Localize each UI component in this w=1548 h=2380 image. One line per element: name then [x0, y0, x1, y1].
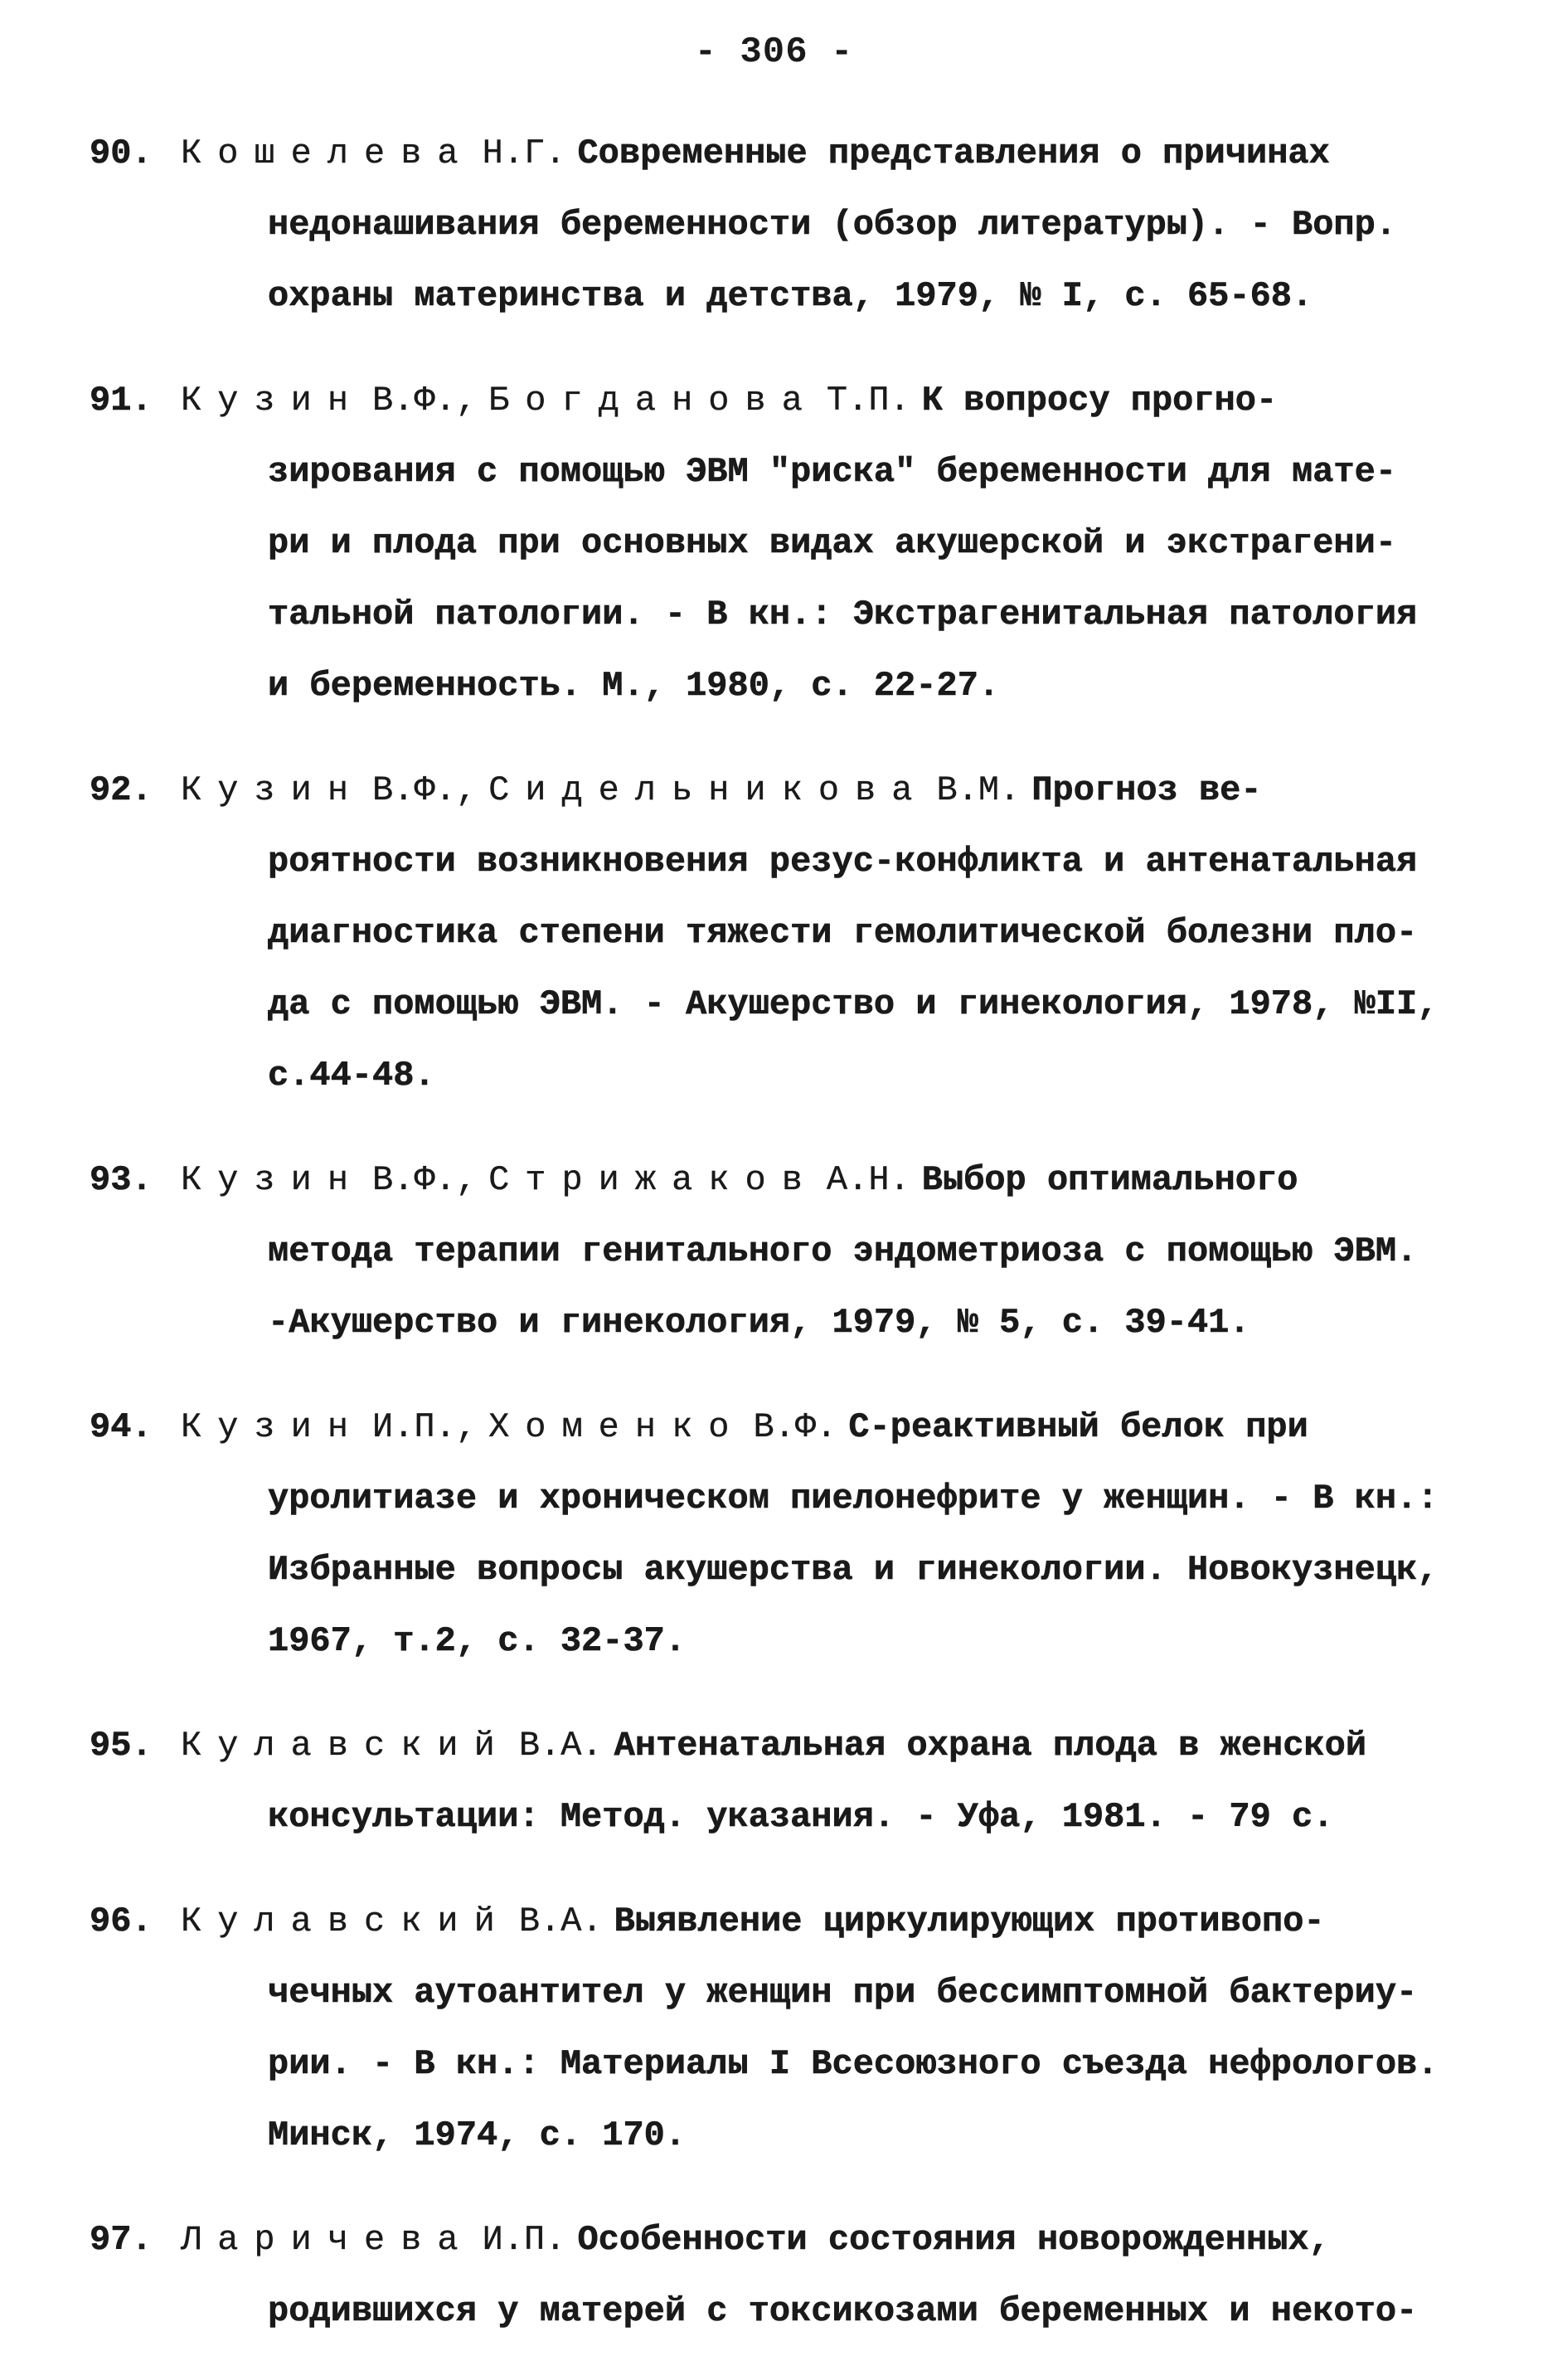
bibliography-entry — [90, 2204, 1499, 2347]
entry-continuation-line: охраны материнства и детства, 1979, № I, с. 65-68. — [268, 276, 1313, 316]
entry-continuation-line: диагностика степени тяжести гемолитической болезни пло- — [268, 913, 1418, 953]
bibliography-entry — [90, 755, 1499, 1111]
entry-title-start: Особенности состояния новорожденных, — [577, 2220, 1330, 2260]
entry-continuation-line: метода терапии генитального эндометриоза с помощью ЭВМ. — [268, 1231, 1418, 1271]
entry-initials: Н.Г. — [482, 134, 566, 173]
entry-continuation-line: Минск, 1974, с. 170. — [268, 2115, 687, 2155]
entry-continuation-line: с.44-48. — [268, 1056, 435, 1095]
bibliography-entry — [90, 365, 1499, 721]
entry-first-line — [90, 1710, 1499, 1781]
entry-continuation-line: Избранные вопросы акушерства и гинекологии. Новокузнецк, — [268, 1550, 1439, 1590]
entry-title-start: С-реактивный белок при — [848, 1407, 1308, 1447]
entry-title-start: Антенатальная охрана плода в женской — [614, 1726, 1367, 1766]
entry-first-line — [90, 1886, 1499, 1957]
entry-initials: И.П. — [482, 2220, 566, 2260]
entry-continuation-line: зирования с помощью ЭВМ "риска" беременности для мате- — [268, 452, 1397, 492]
entry-continuation-line: родившихся у матерей с токсикозами беременных и некото- — [268, 2291, 1418, 2331]
entry-number: 94. — [90, 1407, 153, 1447]
bibliography-list — [90, 118, 1499, 2380]
entry-continuation-line: недонашивания беременности (обзор литературы). - Вопр. — [268, 205, 1397, 245]
entry-coauthor-initials: Т.П. — [826, 381, 910, 420]
entry-coauthor-initials: А.Н. — [826, 1160, 910, 1200]
entry-coauthor: Богданова — [488, 381, 818, 420]
bibliography-entry — [90, 1392, 1499, 1677]
entry-first-line — [90, 365, 1499, 436]
bibliography-entry — [90, 1886, 1499, 2171]
page-number: - 306 - — [694, 32, 854, 73]
entry-title-start: Прогноз ве- — [1031, 770, 1262, 810]
entry-author: Ларичева — [181, 2220, 474, 2260]
entry-continuation-line: тальной патологии. - В кн.: Экстрагенитальная патология — [268, 595, 1418, 634]
entry-continuation-line: чечных аутоантител у женщин при бессимптомной бактериу- — [268, 1973, 1418, 2013]
entry-continuation-line: рии. - В кн.: Материалы I Всесоюзного съезда нефрологов. — [268, 2044, 1439, 2084]
entry-number: 97. — [90, 2220, 153, 2260]
entry-continuation-line: 1967, т.2, с. 32-37. — [268, 1621, 687, 1661]
entry-author: Кошелева — [181, 134, 474, 173]
entry-first-line — [90, 1392, 1499, 1463]
entry-author: Кулавский — [181, 1726, 511, 1766]
entry-number: 95. — [90, 1726, 153, 1766]
entry-title-start: Выявление циркулирующих противопо- — [614, 1902, 1325, 1941]
entry-title-start: К вопросу прогно- — [921, 381, 1278, 420]
entry-initials: В.А. — [518, 1902, 603, 1941]
entry-continuation-line: консультации: Метод. указания. - Уфа, 1981. - 79 с. — [268, 1797, 1334, 1837]
entry-first-line — [90, 118, 1499, 189]
entry-continuation-line: ри и плода при основных видах акушерской и экстрагени- — [268, 523, 1397, 563]
entry-coauthor-initials: В.Ф. — [753, 1407, 837, 1447]
bibliography-entry — [90, 118, 1499, 332]
entry-initials: И.П., — [372, 1407, 478, 1447]
entry-first-line — [90, 1144, 1499, 1216]
entry-continuation-line: -Акушерство и гинекология, 1979, № 5, с. 39-41. — [268, 1303, 1250, 1343]
entry-initials: В.Ф., — [372, 381, 478, 420]
entry-number: 91. — [90, 381, 153, 420]
entry-continuation-line: и беременность. М., 1980, с. 22-27. — [268, 666, 1000, 706]
bibliography-entry — [90, 1710, 1499, 1853]
entry-first-line — [90, 2204, 1499, 2276]
entry-author: Кузин — [181, 381, 365, 420]
entry-continuation-line: да с помощью ЭВМ. - Акушерство и гинекология, 1978, №II, — [268, 984, 1439, 1024]
entry-number: 90. — [90, 134, 153, 173]
entry-number: 96. — [90, 1902, 153, 1941]
entry-number: 93. — [90, 1160, 153, 1200]
entry-author: Кузин — [181, 1160, 365, 1200]
entry-number: 92. — [90, 770, 153, 810]
entry-coauthor-initials: В.М. — [936, 770, 1021, 810]
entry-initials: В.Ф., — [372, 770, 478, 810]
entry-first-line — [90, 755, 1499, 826]
entry-initials: В.А. — [518, 1726, 603, 1766]
entry-title-start: Выбор оптимального — [921, 1160, 1298, 1200]
entry-title-start: Современные представления о причинах — [577, 134, 1330, 173]
entry-continuation-line: уролитиазе и хроническом пиелонефрите у женщин. - В кн.: — [268, 1479, 1439, 1518]
entry-coauthor: Сидельникова — [488, 770, 929, 810]
entry-coauthor: Хоменко — [488, 1407, 745, 1447]
entry-initials: В.Ф., — [372, 1160, 478, 1200]
entry-continuation-line: роятности возникновения резус-конфликта и антенатальная — [268, 842, 1418, 882]
entry-author: Кузин — [181, 1407, 365, 1447]
entry-author: Кузин — [181, 770, 365, 810]
bibliography-entry — [90, 1144, 1499, 1358]
entry-author: Кулавский — [181, 1902, 511, 1941]
entry-coauthor: Стрижаков — [488, 1160, 818, 1200]
